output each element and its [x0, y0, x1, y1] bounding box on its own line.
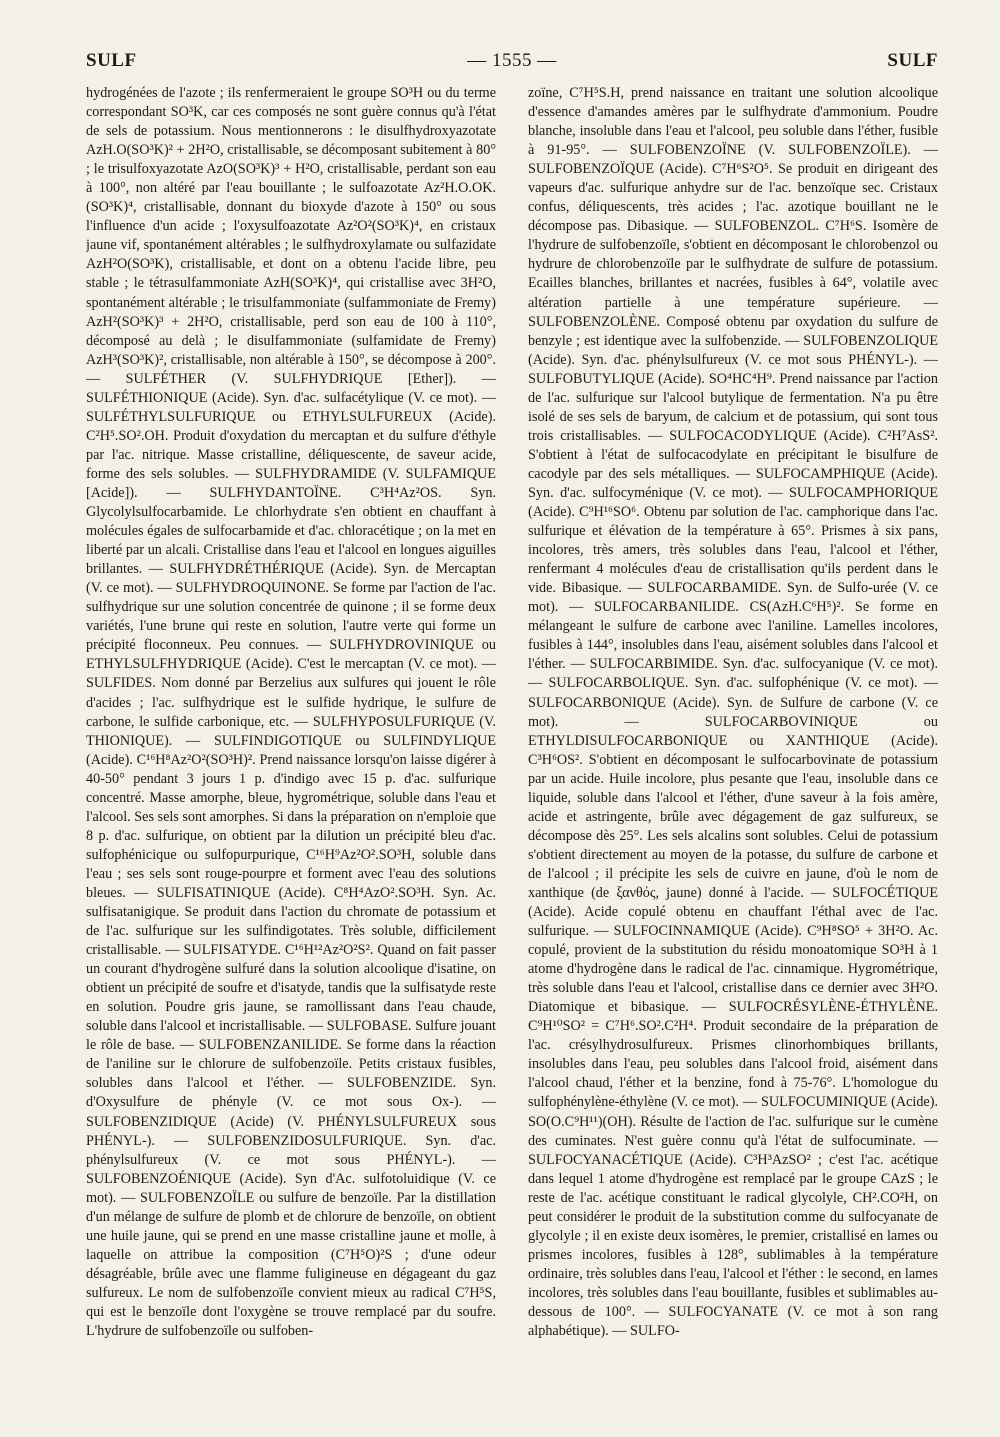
- left-column: [86, 84, 496, 1384]
- header-left-word: SULF: [86, 50, 137, 71]
- right-column-text: zoïne, C⁷H⁵S.H, prend naissance en traitant une solution alcoolique d'essence d'amandes amères par le sulfhydrate d'ammonium. Poudre blanche, insoluble dans l'eau et l'alcool, peu soluble dans l'éther, fusible à 91-95°. — SULFOBENZOÏNE (V. SULFOBENZOÏLE). — SULFOBENZOÏQUE (Acide). C⁷H⁶S²O⁵. Se produit en dirigeant des vapeurs d'ac. sulfurique anhydre sur de l'ac. benzoïque sec. Cristaux confus, déliquescents, très acides ; l'ac. azotique bouillant ne le décompose pas. Dibasique. — SULFOBENZOL. C⁷H⁶S. Isomère de l'hydrure de sulfobenzoïle, s'obtient en décomposant le chlorobenzol ou hydrure de chlorobenzoïle par le sulfhydrate de sulfure de potassium. Ecailles blanches, brillantes et nacrées, fusibles à 64°, volatile avec altération partielle à une température supérieure. — SULFOBENZOLÈNE. Composé obtenu par oxydation du sulfure de benzyle ; est identique avec la sulfobenzide. — SULFOBENZOLIQUE (Acide). Syn. d'ac. phénylsulfureux (V. ce mot sous PHÉNYL-). — SULFOBUTYLIQUE (Acide). SO⁴HC⁴H⁹. Prend naissance par l'action de l'ac. sulfurique sur l'alcool butylique de fermentation. N'a pu être isolé de ses sels de baryum, de calcium et de potassium, qui sont tous trois cristallisables. — SULFOCACODYLIQUE (Acide). C²H⁷AsS². S'obtient à l'état de sulfocacodylate en précipitant le bisulfure de cacodyle par des sels métalliques. — SULFOCAMPHIQUE (Acide). Syn. d'ac. sulfocyménique (V. ce mot). — SULFOCAMPHORIQUE (Acide). C⁹H¹⁶SO⁶. Obtenu par solution de l'ac. camphorique dans l'ac. sulfurique et élévation de la température à 65°. Prismes à six pans, incolores, très amers, très solubles dans l'eau, l'alcool et l'éther, renfermant 4 molécules d'eau de cristallisation qu'ils perdent dans le vide. Bibasique. — SULFOCARBAMIDE. Syn. de Sulfo-urée (V. ce mot). — SULFOCARBANILIDE. CS(AzH.C⁶H⁵)². Se forme en mélangeant le sulfure de carbone avec l'aniline. Lamelles incolores, fusibles à 144°, insolubles dans l'eau, aisément solubles dans l'alcool et l'éther. — SULFOCARBIMIDE. Syn. d'ac. sulfocyanique (V. ce mot). — SULFOCARBOLIQUE. Syn. d'ac. sulfophénique (V. ce mot). — SULFOCARBONIQUE (Acide). Syn. de Sulfure de carbone (V. ce mot). — SULFOCARBOVINIQUE ou ETHYLDISULFOCARBONIQUE ou XANTHIQUE (Acide). C³H⁶OS². S'obtient en décomposant le sulfocarbovinate de potassium par un acide. Huile incolore, plus pesante que l'eau, insoluble dans ce liquide, soluble dans l'alcool et l'éther, d'une saveur à la fois amère, acide et astringente, brûle avec dégagement de gaz sulfureux, se décompose dès 25°. Les sels alcalins sont solubles. Celui de potassium s'obtient directement au moyen de la potasse, du sulfure de carbone et de l'alcool ; il précipite les sels de cuivre en jaune, d'où le nom de xanthique (de ξανθός, jaune) donné à l'acide. — SULFOCÉTIQUE (Acide). Acide copulé obtenu en chauffant l'éthal avec de l'ac. sulfurique. — SULFOCINNAMIQUE (Acide). C⁹H⁸SO⁵ + 3H²O. Ac. copulé, provient de la substitution du résidu monoatomique SO³H à 1 atome d'hydrogène dans le radical de l'ac. cinnamique. Hygrométrique, très soluble dans l'eau et l'alcool, cristallise dans ce dernier avec 3H²O. Diatomique et bibasique. — SULFOCRÉSYLÈNE-ÉTHYLÈNE. C⁹H¹⁰SO² = C⁷H⁶.SO².C²H⁴. Produit secondaire de la préparation de l'ac. crésylhydrosulfureux. Prismes clinorhombiques brillants, insolubles dans l'eau, peu solubles dans l'alcool froid, aisément dans l'alcool chaud, l'éther et la benzine, fond à 75-76°. L'homologue du sulfophénylène-éthylène (V. ce mot). — SULFOCUMINIQUE (Acide). SO(O.C⁹H¹¹)(OH). Résulte de l'action de l'ac. sulfurique sur le cumène des cuminates. N'est guère connu qu'à l'état de sulfocuminate. — SULFOCYANACÉTIQUE (Acide). C³H³AzSO² ; c'est l'ac. acétique dans lequel 1 atome d'hydrogène est remplacé par le groupe CAzS ; le reste de l'ac. acétique constituant le radical glycolyle, CH².CO²H, on peut considérer le produit de la substitution comme du sulfocyanate de glycolyle ; il en existe deux isomères, le premier, cristallisé en lames ou prismes incolores, fusibles à 128°, sublimables à la température ordinaire, très solubles dans l'eau, l'alcool et l'éther : le second, en lames incolores, très solubles dans l'eau bouillante, fusibles et sublimables au-dessous de 100°. — SULFOCYANATE (V. ce mot à son rang alphabétique). — SULFO-: [528, 85, 938, 1340]
- header-right-word: SULF: [887, 50, 938, 71]
- left-column-text: hydrogénées de l'azote ; ils renfermeraient le groupe SO³H ou du terme correspondant SO³K, car ces composés ne sont guère connus qu'à l'état de sels de potassium. Nous mentionnerons : le disulfhydroxyazotate AzH.O(SO³K)² + 2H²O, cristallisable, se décomposant subitement à 80° ; le trisulfoxyazotate AzO(SO³K)³ + H²O, cristallisable, perdant son eau à 100°, non altéré par l'eau bouillante ; le sulfoazotate Az²H.O.OK.(SO³K)⁴, cristallisable, donnant du bioxyde d'azote à 150° ou sous l'influence d'un acide ; l'oxysulfoazotate Az²O²(SO³K)⁴, en cristaux jaune vif, spontanément altérables ; le sulfhydroxylamate ou sulfazidate AzH²O(SO³K), cristallisable, et dont on a obtenu l'acide libre, peu stable ; le tétrasulfammoniate AzH(SO³K)⁴, qui cristallise avec 3H²O, spontanément altérable ; le trisulfammoniate (sulfammoniate de Fremy) AzH²(SO³K)³ + 2H²O, cristallisable, perd son eau de 100 à 110°, décomposé au delà ; le disulfammoniate (sulfamidate de Fremy) AzH³(SO³K)², cristallisable, non altérable à 150°, se décompose à 200°. — SULFÉTHER (V. SULFHYDRIQUE [Ether]). — SULFÉTHIONIQUE (Acide). Syn. d'ac. sulfacétylique (V. ce mot). — SULFÉTHYLSULFURIQUE ou ETHYLSULFUREUX (Acide). C²H⁵.SO².OH. Produit d'oxydation du mercaptan et du sulfure d'éthyle par l'ac. nitrique. Masse cristalline, déliquescente, de saveur acide, forme des sels solubles. — SULFHYDRAMIDE (V. SULFAMIQUE [Acide]). — SULFHYDANTOÏNE. C³H⁴Az²OS. Syn. Glycolylsulfocarbamide. Le chlorhydrate s'en obtient en chauffant à molécules égales de sulfocarbamide et d'ac. chloracétique ; on la met en liberté par un alcali. Cristallise dans l'eau et l'alcool en longues aiguilles brillantes. — SULFHYDRÉTHÉRIQUE (Acide). Syn. de Mercaptan (V. ce mot). — SULFHYDROQUINONE. Se forme par l'action de l'ac. sulfhydrique sur une solution concentrée de quinone ; il se forme deux variétés, l'une brune qui reste en solution, l'autre verte qui forme un précipité floconneux. Peu connues. — SULFHYDROVINIQUE ou ETHYLSULFHYDRIQUE (Acide). C'est le mercaptan (V. ce mot). — SULFIDES. Nom donné par Berzelius aux sulfures qui jouent le rôle d'acides ; l'ac. sulfhydrique est le sulfide hydrique, le sulfure de carbone, le sulfide carbonique, etc. — SULFHYPOSULFURIQUE (V. THIONIQUE). — SULFINDIGOTIQUE ou SULFINDYLIQUE (Acide). C¹⁶H⁸Az²O²(SO³H)². Prend naissance lorsqu'on laisse digérer à 40-50° pendant 3 jours 1 p. d'indigo avec 15 p. d'ac. sulfurique concentré. Masse amorphe, bleue, hygrométrique, soluble dans l'eau et l'alcool. Ses sels sont amorphes. Si dans la préparation on n'emploie que 8 p. d'ac. sulfurique, on obtient par la dilution un précipité bleu d'ac. sulfophénicique ou sulfopurpurique, C¹⁶H⁹Az²O².SO³H, soluble dans l'eau ; ses sels sont rouge-pourpre et forment avec l'eau des solutions bleues. — SULFISATINIQUE (Acide). C⁸H⁴AzO².SO³H. Syn. Ac. sulfisatanigique. Se produit dans l'action du chromate de potassium et de l'ac. sulfurique sur les sulfindigotates. Très soluble, difficilement cristallisable. — SULFISATYDE. C¹⁶H¹²Az²O²S². Quand on fait passer un courant d'hydrogène sulfuré dans la solution alcoolique d'isatine, on obtient un précipité de soufre et d'isatyde, tandis que la sulfisatyde reste en solution. Poudre gris jaune, se ramollissant dans l'eau chaude, soluble dans l'alcool et incristallisable. — SULFOBASE. Sulfure jouant le rôle de base. — SULFOBENZANILIDE. Se forme dans la réaction de l'aniline sur le chlorure de sulfobenzoïle. Petits cristaux fusibles, solubles dans l'alcool et l'éther. — SULFOBENZIDE. Syn. d'Oxysulfure de phényle (V. ce mot sous Ox-). — SULFOBENZIDIQUE (Acide) (V. PHÉNYLSULFUREUX sous PHÉNYL-). — SULFOBENZIDOSULFURIQUE. Syn. d'ac. phénylsulfureux (V. ce mot sous PHÉNYL-). — SULFOBENZOÉNIQUE (Acide). Syn d'Ac. sulfotoluidique (V. ce mot). — SULFOBENZOÏLE ou sulfure de benzoïle. Par la distillation d'un mélange de sulfure de plomb et de chlorure de benzoïle, on obtient une huile jaune, qui se prend en une masse cristalline jaune et molle, à laquelle on attribue la composition (C⁷H⁵O)²S ; d'une odeur désagréable, brûle avec une flamme fuligineuse en dégageant du gaz sulfureux. Le nom de sulfobenzoïle convient mieux au radical C⁷H⁵S, qui est le benzoïle dont l'oxygène se trouve remplacé par du soufre. L'hydrure de sulfobenzoïle ou sulfoben-: [86, 85, 496, 1340]
- running-head: [86, 50, 938, 78]
- right-column: [528, 84, 938, 1384]
- page-number: — 1555 —: [467, 50, 557, 71]
